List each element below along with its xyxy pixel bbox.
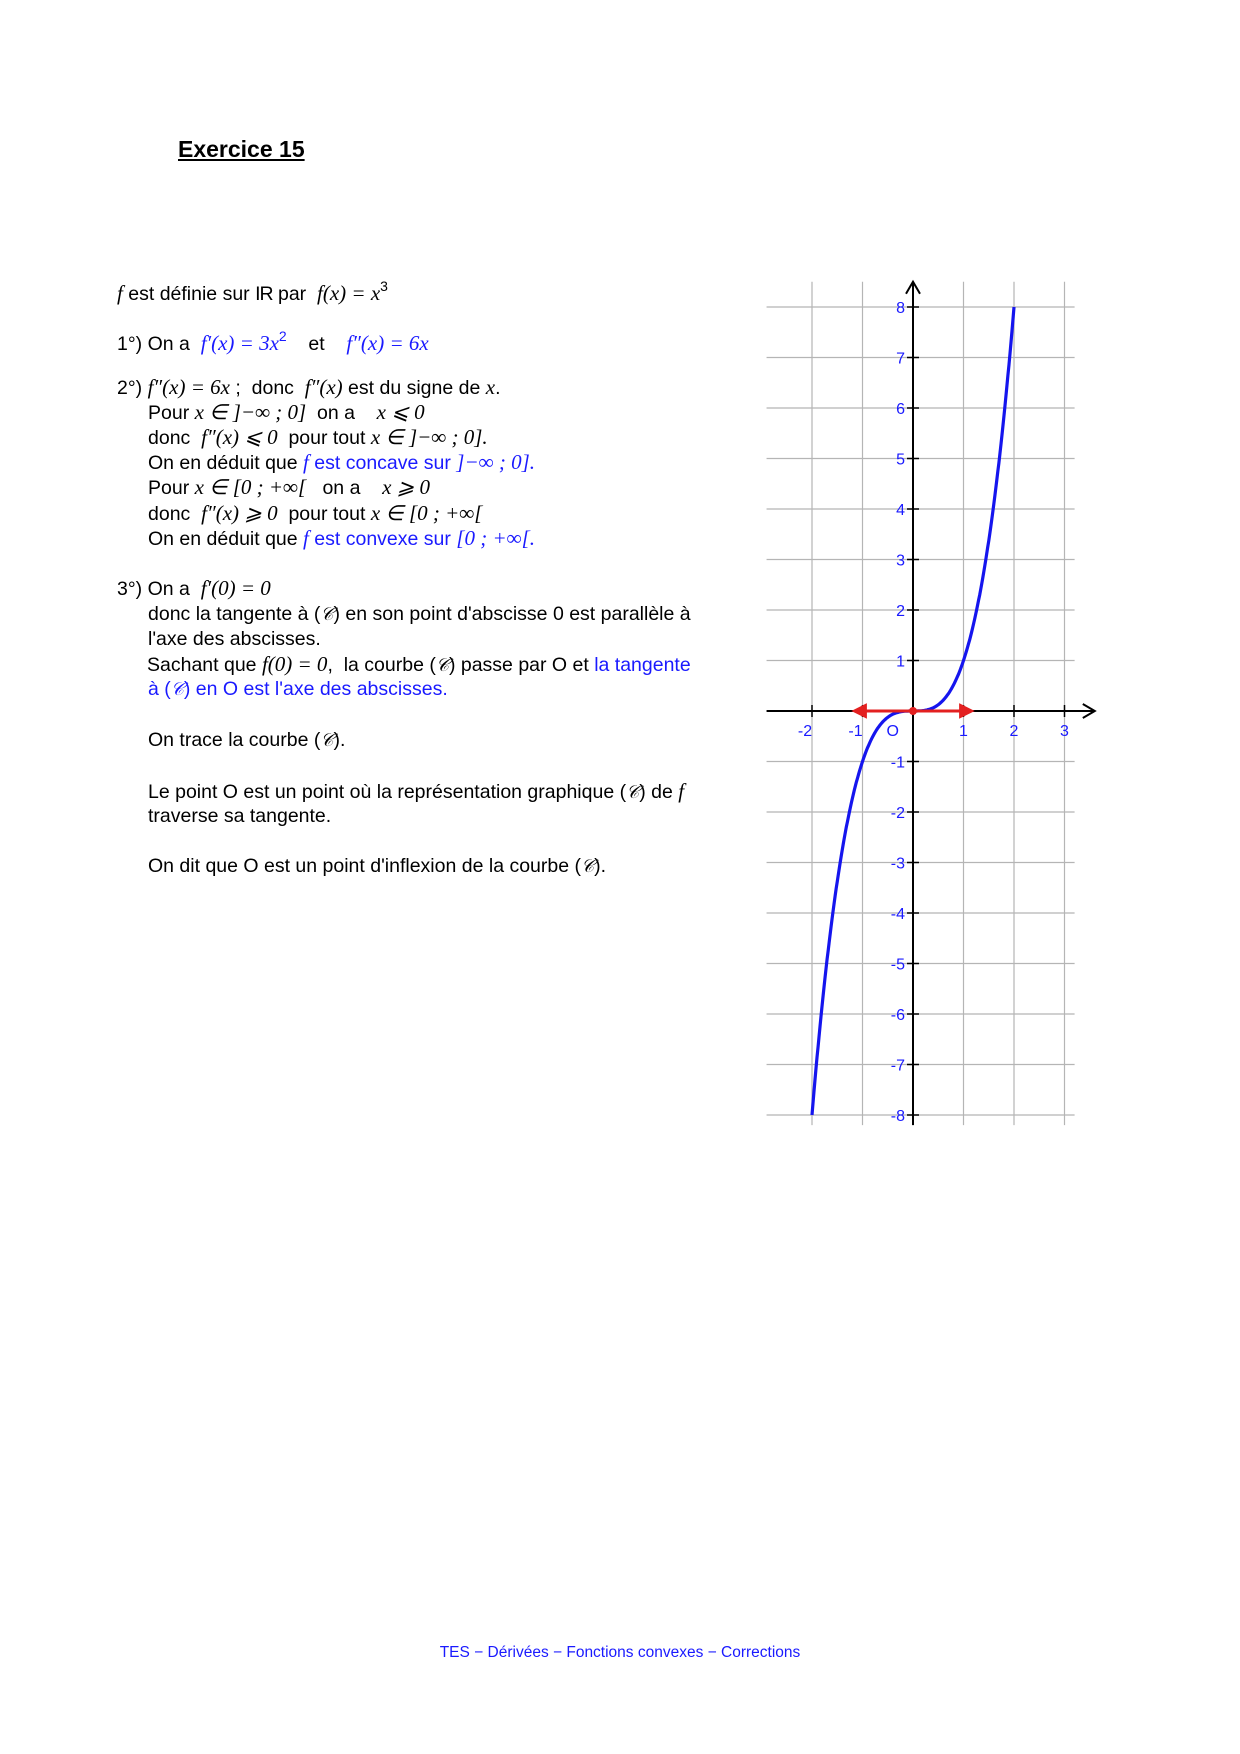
tangent-arrow-right (960, 704, 974, 718)
text: ). (594, 855, 607, 877)
text: Sachant que (147, 654, 262, 676)
text: donc (148, 503, 202, 525)
page-footer: TES − Dérivées − Fonctions convexes − Corrections (439, 1644, 801, 1661)
q1-text: On a (147, 333, 201, 355)
text: Pour (148, 477, 195, 499)
math: x (485, 375, 496, 399)
text: On en déduit que (148, 528, 304, 550)
math: x ⩽ 0 (376, 400, 425, 424)
text: , la courbe ( (327, 654, 436, 676)
text: On a (147, 578, 201, 600)
y-tick-label: 2 (896, 603, 905, 620)
text: . (495, 377, 501, 399)
math: x ∈ ]−∞ ; 0]. (370, 425, 488, 449)
math: f″(x) (304, 375, 343, 399)
curve-symbol: 𝒞 (320, 604, 334, 625)
math: [0 ; +∞[. (456, 526, 536, 550)
math: x ⩾ 0 (382, 475, 431, 499)
origin-point (909, 707, 917, 715)
origin-label: O (886, 723, 899, 740)
text: pour tout (277, 427, 371, 449)
math: x ∈ [0 ; +∞[ (194, 475, 307, 499)
curve-symbol: 𝒞 (320, 730, 334, 751)
y-tick-label: -3 (890, 855, 905, 873)
text: ) en O est l'axe des abscisses. (183, 678, 448, 700)
text: ). (333, 729, 346, 751)
curve-symbol: 𝒞 (581, 856, 595, 877)
intro-text-2: par (272, 283, 318, 305)
text: On dit que O est un point d'inflexion de la courbe ( (148, 855, 581, 877)
text: On trace la courbe ( (148, 729, 321, 751)
text: ) passe par O et (448, 654, 595, 676)
exponent: 2 (278, 328, 287, 344)
y-tick-label: 5 (896, 451, 905, 469)
y-tick-label: 4 (896, 502, 905, 519)
math: f′(0) = 0 (200, 576, 271, 600)
text: ) de (639, 781, 679, 803)
text: On en déduit que (148, 452, 304, 474)
function-symbol: f (117, 281, 123, 305)
text: ) en son point d'abscisse 0 est parallèle à (333, 603, 691, 625)
math: f (303, 450, 309, 474)
y-tick-label: 1 (896, 653, 905, 671)
y-tick-label: -6 (890, 1007, 905, 1024)
y-tick-label: -7 (890, 1057, 905, 1075)
math: ]−∞ ; 0]. (456, 450, 536, 474)
math: f″(x) ⩾ 0 (201, 501, 278, 525)
x-tick-label: 3 (1060, 723, 1069, 740)
curve-symbol: 𝒞 (626, 782, 640, 803)
text: ; donc (229, 377, 305, 399)
y-tick-label: -8 (890, 1108, 905, 1125)
text: on a (306, 402, 377, 424)
y-tick-label: -1 (890, 754, 905, 772)
math: x ∈ [0 ; +∞[ (370, 501, 483, 525)
y-tick-label: -4 (890, 906, 905, 923)
page-title: Exercice 15 (178, 136, 305, 162)
x-tick-label: -2 (797, 723, 813, 740)
q1-separator: et (286, 333, 347, 355)
math: f (678, 779, 685, 803)
second-derivative: f″(x) = 6x (346, 331, 429, 355)
text: pour tout (277, 503, 371, 525)
curve-symbol: 𝒞 (170, 679, 184, 700)
y-tick-label: 6 (896, 401, 905, 418)
tangent-arrow-left (852, 704, 866, 718)
math: f (303, 526, 309, 550)
x-tick-label: -1 (848, 723, 863, 740)
grid (767, 282, 1075, 1125)
text: on a (306, 477, 383, 499)
math: f″(x) = 6x (147, 375, 230, 399)
text: est du signe de (342, 377, 486, 399)
x-tick-label: 2 (1009, 723, 1019, 740)
y-tick-label: 7 (896, 350, 905, 368)
text: Le point O est un point où la représentation graphique ( (148, 781, 627, 803)
question-number: 3°) (117, 578, 148, 600)
y-tick-label: 8 (896, 300, 905, 317)
text: Pour (148, 402, 195, 424)
intro-text: est définie sur (122, 283, 256, 305)
set-label: IR (255, 283, 273, 305)
text: à ( (148, 678, 171, 700)
y-tick-label: -2 (890, 805, 905, 822)
text: est concave sur (308, 452, 457, 474)
text: est convexe sur (308, 528, 457, 550)
y-tick-label: 3 (896, 552, 905, 570)
curve-symbol: 𝒞 (435, 655, 449, 676)
text: la tangente (594, 654, 691, 676)
question-number: 1°) (117, 333, 148, 355)
question-3-line-3: l'axe des abscisses. (148, 628, 321, 650)
math: f(0) = 0 (261, 652, 328, 676)
math: x ∈ ]−∞ ; 0] (194, 400, 307, 424)
text: donc la tangente à ( (148, 603, 321, 625)
question-number: 2°) (117, 377, 148, 399)
math: f″(x) ⩽ 0 (201, 425, 278, 449)
question-3-line-8: traverse sa tangente. (148, 805, 332, 827)
y-tick-label: -5 (890, 956, 905, 974)
x-tick-label: 1 (959, 723, 968, 740)
function-expression: f(x) = x (317, 281, 381, 305)
text: donc (148, 427, 202, 449)
exponent: 3 (380, 278, 388, 294)
first-derivative: f′(x) = 3x (200, 331, 279, 355)
